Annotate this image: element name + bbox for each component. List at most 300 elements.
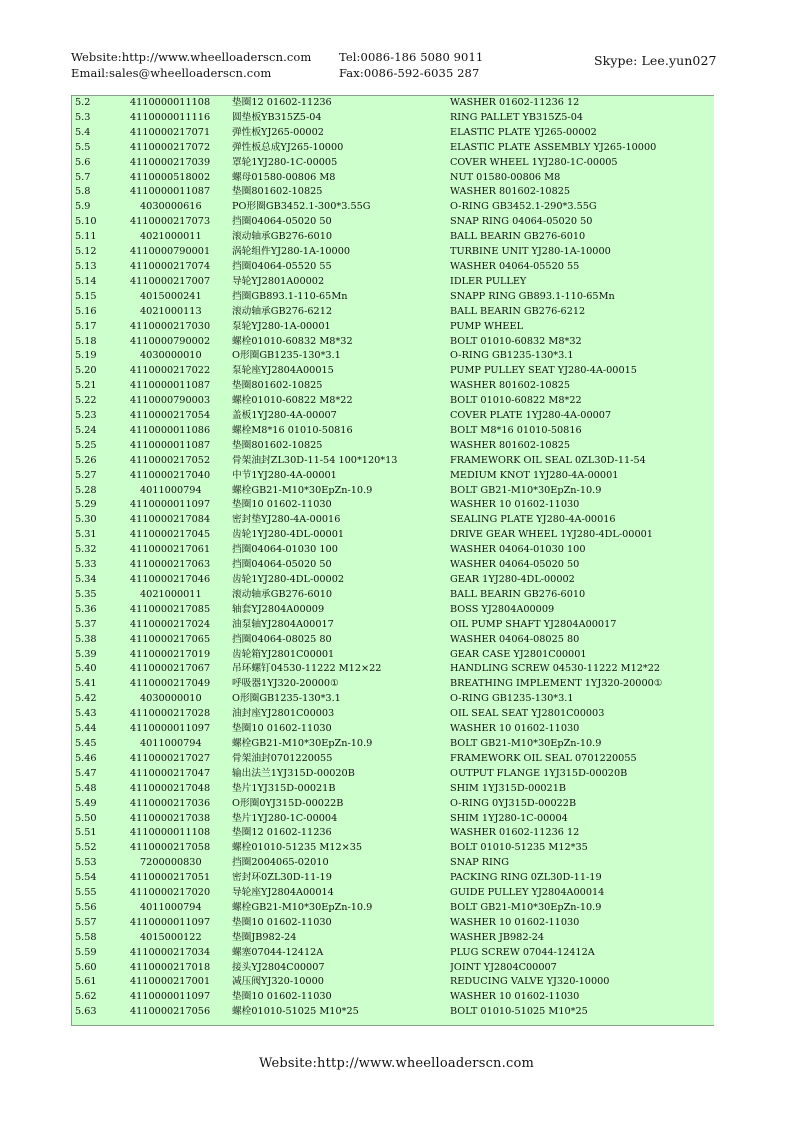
item-number: 5.11 <box>75 231 97 243</box>
english-description: O-RING 0YJ315D-00022B <box>450 797 577 809</box>
table-row <box>72 752 714 767</box>
part-code: 4110000790002 <box>130 335 211 347</box>
part-code: 4030000010 <box>140 693 202 705</box>
part-code: 4110000217045 <box>130 529 211 541</box>
part-code: 4110000217019 <box>130 648 211 660</box>
item-number: 5.35 <box>75 588 97 600</box>
part-code: 4110000217030 <box>130 320 211 332</box>
chinese-description: 导轮YJ2801A00002 <box>232 275 325 287</box>
item-number: 5.54 <box>75 872 97 884</box>
chinese-description: 垫圈10 01602-11030 <box>232 723 332 735</box>
english-description: WASHER 04064-05520 55 <box>450 260 580 272</box>
chinese-description: 挡圈04064-05020 50 <box>232 216 332 228</box>
part-code: 4110000217052 <box>130 454 211 466</box>
english-description: SEALING PLATE YJ280-4A-00016 <box>450 514 616 526</box>
part-code: 4110000217073 <box>130 216 211 228</box>
english-description: BOLT 01010-60822 M8*22 <box>450 395 582 407</box>
header-skype: Skype: Lee.yun027 <box>594 53 717 68</box>
header-email: Email:sales@wheelloaderscn.com <box>71 66 272 80</box>
part-code: 4110000518002 <box>130 171 211 183</box>
chinese-description: 轴套YJ2804A00009 <box>232 603 325 615</box>
part-code: 4110000217046 <box>130 574 211 585</box>
item-number: 5.30 <box>75 514 97 526</box>
english-description: WASHER 10 01602-11030 <box>450 499 580 511</box>
item-number: 5.10 <box>75 216 97 228</box>
chinese-description: 垫圈10 01602-11030 <box>232 991 332 1003</box>
table-row <box>72 439 714 454</box>
table-row <box>72 782 714 797</box>
english-description: OUTPUT FLANGE 1YJ315D-00020B <box>450 767 628 779</box>
english-description: BOLT 01010-51025 M10*25 <box>450 1006 588 1018</box>
chinese-description: 密封垫YJ280-4A-00016 <box>232 514 341 526</box>
part-code: 4110000217065 <box>130 633 211 645</box>
item-number: 5.34 <box>75 574 97 585</box>
item-number: 5.13 <box>75 260 97 272</box>
chinese-description: 垫圈10 01602-11030 <box>232 499 332 511</box>
item-number: 5.47 <box>75 767 97 779</box>
part-code: 4110000011087 <box>130 186 211 198</box>
english-description: WASHER 01602-11236 12 <box>450 97 580 108</box>
english-description: WASHER 801602-10825 <box>450 439 571 451</box>
part-code: 4110000217084 <box>130 514 211 526</box>
table-row <box>72 722 714 737</box>
item-number: 5.36 <box>75 603 97 615</box>
part-code: 4110000217027 <box>130 752 211 764</box>
english-description: BOLT 01010-51235 M12*35 <box>450 842 588 854</box>
chinese-description: 吊环螺钉04530-11222 M12×22 <box>232 663 382 675</box>
item-number: 5.53 <box>75 857 97 869</box>
item-number: 5.40 <box>75 663 97 675</box>
item-number: 5.32 <box>75 544 97 556</box>
table-row <box>72 484 714 499</box>
chinese-description: O形圈GB1235-130*3.1 <box>232 693 341 705</box>
chinese-description: 盖板1YJ280-4A-00007 <box>232 410 337 422</box>
chinese-description: 弹性板YJ265-00002 <box>232 126 324 138</box>
part-code: 4015000122 <box>140 931 202 943</box>
part-code: 4110000011087 <box>130 380 211 392</box>
table-row <box>72 171 714 186</box>
table-row <box>72 797 714 812</box>
item-number: 5.5 <box>75 141 91 153</box>
chinese-description: 导轮座YJ2804A00014 <box>232 887 334 899</box>
table-row <box>72 841 714 856</box>
part-code: 4030000616 <box>140 201 202 213</box>
chinese-description: 弹性板总成YJ265-10000 <box>232 141 344 153</box>
chinese-description: 滚动轴承GB276-6010 <box>232 588 333 600</box>
table-row <box>72 737 714 752</box>
part-code: 4110000217048 <box>130 782 211 794</box>
item-number: 5.49 <box>75 797 97 809</box>
header-website: Website:http://www.wheelloaderscn.com <box>71 50 312 64</box>
english-description: ELASTIC PLATE ASSEMBLY YJ265-10000 <box>450 141 657 153</box>
part-code: 4110000217067 <box>130 663 211 675</box>
chinese-description: 垫圈10 01602-11030 <box>232 916 332 928</box>
part-code: 4110000217034 <box>130 946 211 958</box>
chinese-description: 挡圈GB893.1-110-65Mn <box>232 290 348 302</box>
part-code: 4110000011097 <box>130 916 211 928</box>
part-code: 4110000217049 <box>130 678 211 690</box>
english-description: FRAMEWORK OIL SEAL 0701220055 <box>450 752 637 764</box>
part-code: 4110000217022 <box>130 365 211 377</box>
chinese-description: 挡圈2004065-02010 <box>232 857 329 869</box>
item-number: 5.37 <box>75 618 97 630</box>
chinese-description: 垫片1YJ315D-00021B <box>232 782 336 794</box>
chinese-description: 螺塞07044-12412A <box>232 946 324 958</box>
table-row <box>72 618 714 633</box>
part-code: 4021000011 <box>140 231 202 243</box>
table-row <box>72 558 714 573</box>
item-number: 5.31 <box>75 529 97 541</box>
part-code: 4110000217063 <box>130 559 211 571</box>
english-description: FRAMEWORK OIL SEAL 0ZL30D-11-54 <box>450 454 646 466</box>
table-row <box>72 812 714 827</box>
table-row <box>72 498 714 513</box>
table-row <box>72 454 714 469</box>
english-description: SNAP RING 04064-05020 50 <box>450 216 593 228</box>
item-number: 5.22 <box>75 395 97 407</box>
item-number: 5.2 <box>75 97 91 108</box>
chinese-description: 螺栓01010-51025 M10*25 <box>232 1006 359 1018</box>
table-row <box>72 275 714 290</box>
part-code: 4110000217038 <box>130 812 211 824</box>
table-row <box>72 931 714 946</box>
chinese-description: 减压阀YJ320-10000 <box>232 976 324 988</box>
item-number: 5.17 <box>75 320 97 332</box>
chinese-description: 挡圈04064-08025 80 <box>232 633 332 645</box>
table-row <box>72 409 714 424</box>
english-description: WASHER 10 01602-11030 <box>450 916 580 928</box>
item-number: 5.33 <box>75 559 97 571</box>
chinese-description: 挡圈04064-05020 50 <box>232 559 332 571</box>
table-row <box>72 975 714 990</box>
table-row <box>72 677 714 692</box>
part-code: 4110000217047 <box>130 767 211 779</box>
table-row <box>72 305 714 320</box>
part-code: 7200000830 <box>140 857 202 869</box>
english-description: SNAPP RING GB893.1-110-65Mn <box>450 290 615 302</box>
chinese-description: 输出法兰1YJ315D-00020B <box>232 767 355 779</box>
item-number: 5.45 <box>75 737 97 749</box>
item-number: 5.46 <box>75 752 97 764</box>
item-number: 5.25 <box>75 439 97 451</box>
english-description: WASHER 04064-05020 50 <box>450 559 580 571</box>
part-code: 4021000011 <box>140 588 202 600</box>
item-number: 5.7 <box>75 171 91 183</box>
english-description: PUMP WHEEL <box>450 320 524 332</box>
item-number: 5.24 <box>75 424 97 436</box>
item-number: 5.60 <box>75 961 97 973</box>
item-number: 5.52 <box>75 842 97 854</box>
table-row <box>72 692 714 707</box>
english-description: BOLT GB21-M10*30EpZn-10.9 <box>450 901 602 913</box>
table-row <box>72 826 714 841</box>
part-code: 4110000011108 <box>130 97 211 108</box>
english-description: BALL BEARIN GB276-6212 <box>450 305 586 317</box>
table-row <box>72 111 714 126</box>
english-description: JOINT YJ2804C00007 <box>450 961 557 973</box>
item-number: 5.26 <box>75 454 97 466</box>
chinese-description: 螺栓M8*16 01010-50816 <box>232 424 353 436</box>
chinese-description: 中节1YJ280-4A-00001 <box>232 469 337 481</box>
item-number: 5.58 <box>75 931 97 943</box>
table-row <box>72 424 714 439</box>
english-description: WASHER 04064-08025 80 <box>450 633 580 645</box>
english-description: BOLT GB21-M10*30EpZn-10.9 <box>450 484 602 496</box>
item-number: 5.16 <box>75 305 97 317</box>
chinese-description: 螺栓01010-51235 M12×35 <box>232 842 363 854</box>
part-code: 4110000011086 <box>130 424 211 436</box>
table-row <box>72 185 714 200</box>
english-description: HANDLING SCREW 04530-11222 M12*22 <box>450 663 661 675</box>
table-row <box>72 290 714 305</box>
table-row <box>72 573 714 588</box>
table-row <box>72 335 714 350</box>
item-number: 5.56 <box>75 901 97 913</box>
english-description: WASHER 10 01602-11030 <box>450 991 580 1003</box>
item-number: 5.12 <box>75 246 97 258</box>
chinese-description: 泵轮座YJ2804A00015 <box>232 365 334 377</box>
english-description: OIL SEAL SEAT YJ2801C00003 <box>450 708 605 720</box>
english-description: O-RING GB1235-130*3.1 <box>450 693 574 705</box>
part-code: 4110000217028 <box>130 708 211 720</box>
chinese-description: 螺母01580-00806 M8 <box>232 171 336 183</box>
english-description: WASHER JB982-24 <box>450 931 545 943</box>
table-row <box>72 648 714 663</box>
chinese-description: O形圈GB1235-130*3.1 <box>232 350 341 362</box>
table-row <box>72 886 714 901</box>
part-code: 4110000217007 <box>130 275 211 287</box>
item-number: 5.62 <box>75 991 97 1003</box>
table-row <box>72 946 714 961</box>
item-number: 5.27 <box>75 469 97 481</box>
item-number: 5.8 <box>75 186 91 198</box>
english-description: TURBINE UNIT YJ280-1A-10000 <box>450 246 611 258</box>
table-row <box>72 141 714 156</box>
english-description: BREATHING IMPLEMENT 1YJ320-20000① <box>450 678 663 690</box>
item-number: 5.14 <box>75 275 97 287</box>
part-code: 4110000217051 <box>130 872 211 884</box>
item-number: 5.41 <box>75 678 97 690</box>
part-code: 4110000011097 <box>130 723 211 735</box>
part-code: 4110000011097 <box>130 991 211 1003</box>
part-code: 4110000011097 <box>130 499 211 511</box>
table-row <box>72 513 714 528</box>
table-row <box>72 961 714 976</box>
english-description: O-RING GB3452.1-290*3.55G <box>450 201 597 213</box>
chinese-description: 呼吸器1YJ320-20000① <box>232 678 339 690</box>
chinese-description: 垫圈12 01602-11236 <box>232 97 332 108</box>
english-description: WASHER 04064-01030 100 <box>450 544 586 556</box>
chinese-description: 齿轮箱YJ2801C00001 <box>232 648 335 660</box>
chinese-description: 螺栓GB21-M10*30EpZn-10.9 <box>232 737 373 749</box>
table-row <box>72 469 714 484</box>
item-number: 5.38 <box>75 633 97 645</box>
english-description: BALL BEARIN GB276-6010 <box>450 231 586 243</box>
english-description: BOLT GB21-M10*30EpZn-10.9 <box>450 737 602 749</box>
part-code: 4110000217018 <box>130 961 211 973</box>
english-description: MEDIUM KNOT 1YJ280-4A-00001 <box>450 469 619 481</box>
chinese-description: 螺栓01010-60822 M8*22 <box>232 395 353 407</box>
item-number: 5.23 <box>75 410 97 422</box>
chinese-description: 圆垫板YB315Z5-04 <box>232 111 322 123</box>
item-number: 5.50 <box>75 812 97 824</box>
part-code: 4110000011108 <box>130 827 211 839</box>
english-description: OIL PUMP SHAFT YJ2804A00017 <box>450 618 617 630</box>
part-code: 4110000217054 <box>130 410 211 422</box>
chinese-description: 螺栓GB21-M10*30EpZn-10.9 <box>232 901 373 913</box>
english-description: REDUCING VALVE YJ320-10000 <box>450 976 610 988</box>
table-row <box>72 320 714 335</box>
part-code: 4110000217061 <box>130 544 211 556</box>
item-number: 5.28 <box>75 484 97 496</box>
english-description: WASHER 10 01602-11030 <box>450 723 580 735</box>
table-row <box>72 871 714 886</box>
item-number: 5.55 <box>75 887 97 899</box>
part-code: 4110000217040 <box>130 469 211 481</box>
chinese-description: 垫圈801602-10825 <box>232 186 323 198</box>
chinese-description: 挡圈04064-01030 100 <box>232 544 338 556</box>
table-row <box>72 588 714 603</box>
english-description: GUIDE PULLEY YJ2804A00014 <box>450 887 605 899</box>
english-description: SHIM 1YJ315D-00021B <box>450 782 566 794</box>
table-row <box>72 528 714 543</box>
item-number: 5.3 <box>75 111 91 123</box>
part-code: 4110000217056 <box>130 1006 211 1018</box>
chinese-description: 骨架油封ZL30D-11-54 100*120*13 <box>232 454 398 466</box>
chinese-description: 涡轮组件YJ280-1A-10000 <box>232 246 351 258</box>
chinese-description: 螺栓GB21-M10*30EpZn-10.9 <box>232 484 373 496</box>
item-number: 5.63 <box>75 1006 97 1018</box>
english-description: BOSS YJ2804A00009 <box>450 603 555 615</box>
parts-table <box>71 95 714 1026</box>
english-description: COVER PLATE 1YJ280-4A-00007 <box>450 410 612 422</box>
item-number: 5.18 <box>75 335 97 347</box>
part-code: 4110000217072 <box>130 141 211 153</box>
item-number: 5.15 <box>75 290 97 302</box>
english-description: PACKING RING 0ZL30D-11-19 <box>450 872 602 884</box>
item-number: 5.61 <box>75 976 97 988</box>
part-code: 4110000790003 <box>130 395 211 407</box>
item-number: 5.48 <box>75 782 97 794</box>
chinese-description: PO形圈GB3452.1-300*3.55G <box>232 201 371 213</box>
table-row <box>72 349 714 364</box>
english-description: IDLER PULLEY <box>450 275 527 287</box>
item-number: 5.44 <box>75 723 97 735</box>
table-row <box>72 126 714 141</box>
part-code: 4110000217036 <box>130 797 211 809</box>
table-row <box>72 260 714 275</box>
table-row <box>72 156 714 171</box>
english-description: PUMP PULLEY SEAT YJ280-4A-00015 <box>450 365 637 377</box>
english-description: COVER WHEEL 1YJ280-1C-00005 <box>450 156 618 168</box>
table-row <box>72 543 714 558</box>
table-row <box>72 856 714 871</box>
chinese-description: 垫圈JB982-24 <box>232 931 297 943</box>
part-code: 4011000794 <box>140 737 202 749</box>
item-number: 5.9 <box>75 201 91 213</box>
table-row <box>72 96 714 111</box>
chinese-description: 滚动轴承GB276-6212 <box>232 305 333 317</box>
english-description: WASHER 801602-10825 <box>450 186 571 198</box>
item-number: 5.59 <box>75 946 97 958</box>
item-number: 5.43 <box>75 708 97 720</box>
header-fax: Fax:0086-592-6035 287 <box>339 66 480 80</box>
item-number: 5.51 <box>75 827 97 839</box>
part-code: 4110000011116 <box>130 111 211 123</box>
chinese-description: 泵轮YJ280-1A-00001 <box>232 320 331 332</box>
part-code: 4011000794 <box>140 484 202 496</box>
footer-website: Website:http://www.wheelloaderscn.com <box>259 1056 534 1071</box>
chinese-description: 垫片1YJ280-1C-00004 <box>232 812 338 824</box>
chinese-description: 滚动轴承GB276-6010 <box>232 231 333 243</box>
chinese-description: 螺栓01010-60832 M8*32 <box>232 335 353 347</box>
english-description: SHIM 1YJ280-1C-00004 <box>450 812 568 824</box>
table-row <box>72 767 714 782</box>
item-number: 5.42 <box>75 693 97 705</box>
chinese-description: 齿轮1YJ280-4DL-00001 <box>232 529 345 541</box>
chinese-description: 垫圈801602-10825 <box>232 380 323 392</box>
table-row <box>72 901 714 916</box>
part-code: 4110000217020 <box>130 887 211 899</box>
english-description: ELASTIC PLATE YJ265-00002 <box>450 126 597 138</box>
table-row <box>72 633 714 648</box>
part-code: 4110000217085 <box>130 603 211 615</box>
item-number: 5.39 <box>75 648 97 660</box>
english-description: SNAP RING <box>450 857 510 869</box>
part-code: 4011000794 <box>140 901 202 913</box>
item-number: 5.21 <box>75 380 97 392</box>
english-description: BALL BEARIN GB276-6010 <box>450 588 586 600</box>
table-row <box>72 230 714 245</box>
table-row <box>72 990 714 1005</box>
part-code: 4030000010 <box>140 350 202 362</box>
table-row <box>72 200 714 215</box>
english-description: WASHER 801602-10825 <box>450 380 571 392</box>
english-description: RING PALLET YB315Z5-04 <box>450 111 584 123</box>
part-code: 4110000011087 <box>130 439 211 451</box>
part-code: 4110000217001 <box>130 976 211 988</box>
english-description: PLUG SCREW 07044-12412A <box>450 946 595 958</box>
part-code: 4110000217058 <box>130 842 211 854</box>
part-code: 4015000241 <box>140 290 202 302</box>
chinese-description: 油封座YJ2801C00003 <box>232 708 335 720</box>
header-tel: Tel:0086-186 5080 9011 <box>339 50 484 64</box>
item-number: 5.19 <box>75 350 97 362</box>
english-description: WASHER 01602-11236 12 <box>450 827 580 839</box>
english-description: GEAR 1YJ280-4DL-00002 <box>450 574 575 585</box>
chinese-description: 齿轮1YJ280-4DL-00002 <box>232 574 345 585</box>
item-number: 5.6 <box>75 156 91 168</box>
english-description: BOLT 01010-60832 M8*32 <box>450 335 582 347</box>
part-code: 4110000217024 <box>130 618 211 630</box>
part-code: 4110000217039 <box>130 156 211 168</box>
chinese-description: O形圈0YJ315D-00022B <box>232 797 344 809</box>
table-row <box>72 603 714 618</box>
english-description: DRIVE GEAR WHEEL 1YJ280-4DL-00001 <box>450 529 653 541</box>
chinese-description: 垫圈801602-10825 <box>232 439 323 451</box>
table-row <box>72 245 714 260</box>
part-code: 4110000790001 <box>130 246 211 258</box>
english-description: GEAR CASE YJ2801C00001 <box>450 648 587 660</box>
table-row <box>72 394 714 409</box>
table-row <box>72 916 714 931</box>
item-number: 5.57 <box>75 916 97 928</box>
part-code: 4021000113 <box>140 305 202 317</box>
chinese-description: 接头YJ2804C00007 <box>232 961 325 973</box>
table-row <box>72 707 714 722</box>
chinese-description: 挡圈04064-05520 55 <box>232 260 332 272</box>
english-description: O-RING GB1235-130*3.1 <box>450 350 574 362</box>
